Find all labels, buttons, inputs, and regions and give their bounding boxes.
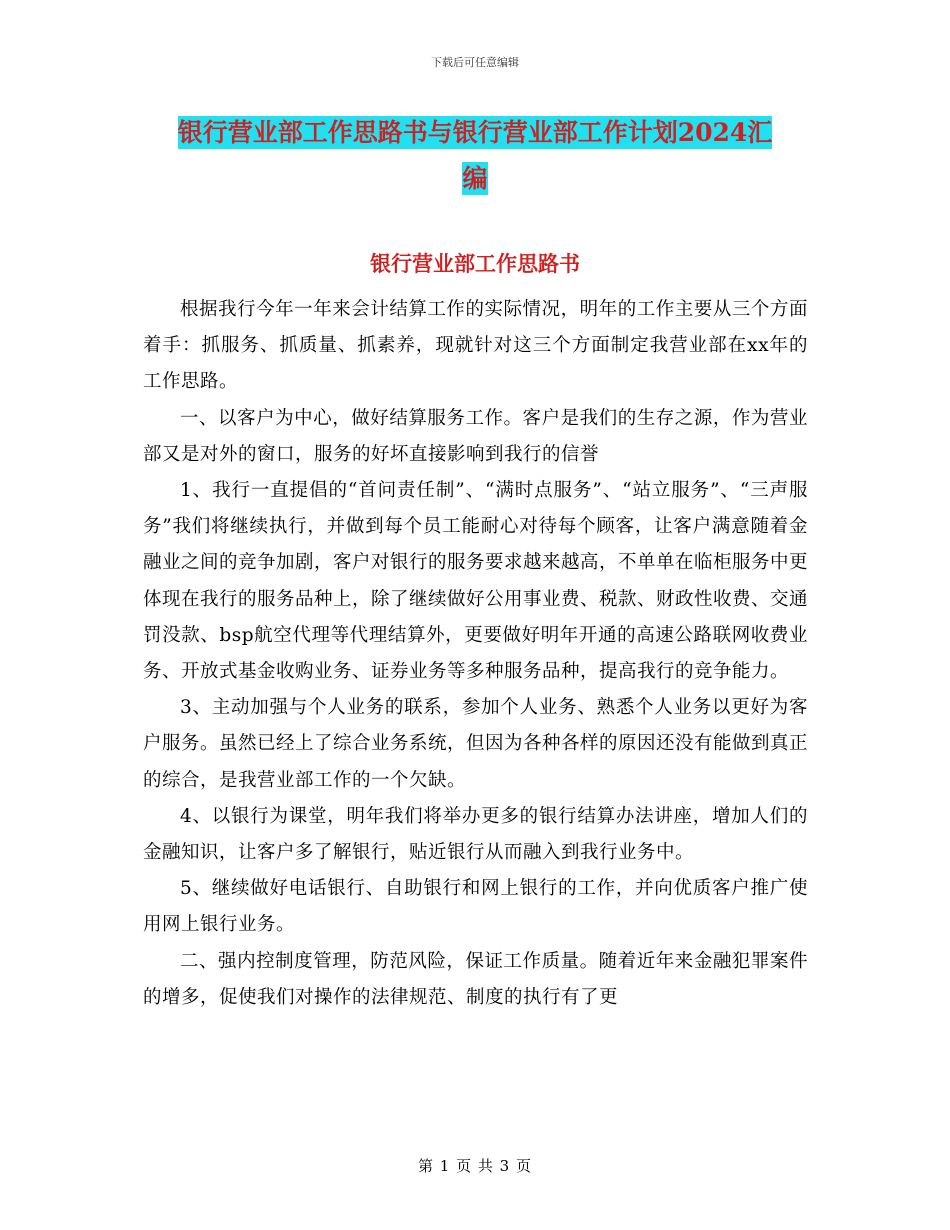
paragraph-5: 4、以银行为课堂，明年我们将举办更多的银行结算办法讲座，增加人们的金融知识，让客户多了解银行，贴近银行从而融入到我行业务中。 <box>143 805 808 864</box>
section-title: 银行营业部工作思路书 <box>370 251 580 276</box>
document-title <box>140 110 810 202</box>
paragraph-2: 一、以客户为中心，做好结算服务工作。客户是我们的生存之源，作为营业部又是对外的窗口，服务的好坏直接影响到我行的信誉 <box>143 407 808 465</box>
header-note: 下载后可任意编辑 <box>431 56 519 69</box>
paragraph-6: 5、继续做好电话银行、自助银行和网上银行的工作，并向优质客户推广使用网上银行业务。 <box>143 878 808 936</box>
paragraph-7: 二、强内控制度管理，防范风险，保证工作质量。随着近年来金融犯罪案件的增多，促使我们对操作的法律规范、制度的执行有了更 <box>143 950 808 1008</box>
paragraph-1: 根据我行今年一年来会计结算工作的实际情况，明年的工作主要从三个方面着手：抓服务、抓质量、抓素养，现就针对这三个方面制定我营业部在xx年的工作思路。 <box>143 299 808 393</box>
title-line-1: 银行营业部工作思路书与银行营业部工作计划2024汇 <box>177 118 773 147</box>
page-number: 第 1 页 共 3 页 <box>418 1157 532 1175</box>
paragraph-3: 1、我行一直提倡的“首问责任制”、“满时点服务”、“站立服务”、“三声服务”我们将继续执行，并做到每个员工能耐心对待每个顾客，让客户满意随着金融业之间的竞争加剧，客户对银行的服务要求越来越高，不单单在临柜服务中更体现在我行的服务品种上，除了继续做好公用事业费、税款、财政性收费、交通罚没款、bsp航空代理等代理结算外，更要做好明年开通的高速公路联网收费业务、开放式基金收购业务、证券业务等多种服务品种，提高我行的竞争能力。 <box>143 480 809 683</box>
title-line-2: 编 <box>462 164 488 193</box>
body-text <box>143 292 808 1016</box>
paragraph-4: 3、主动加强与个人业务的联系，参加个人业务、熟悉个人业务以更好为客户服务。虽然已经上了综合业务系统，但因为各种各样的原因还没有能做到真正的综合，是我营业部工作的一个欠缺。 <box>143 697 809 791</box>
